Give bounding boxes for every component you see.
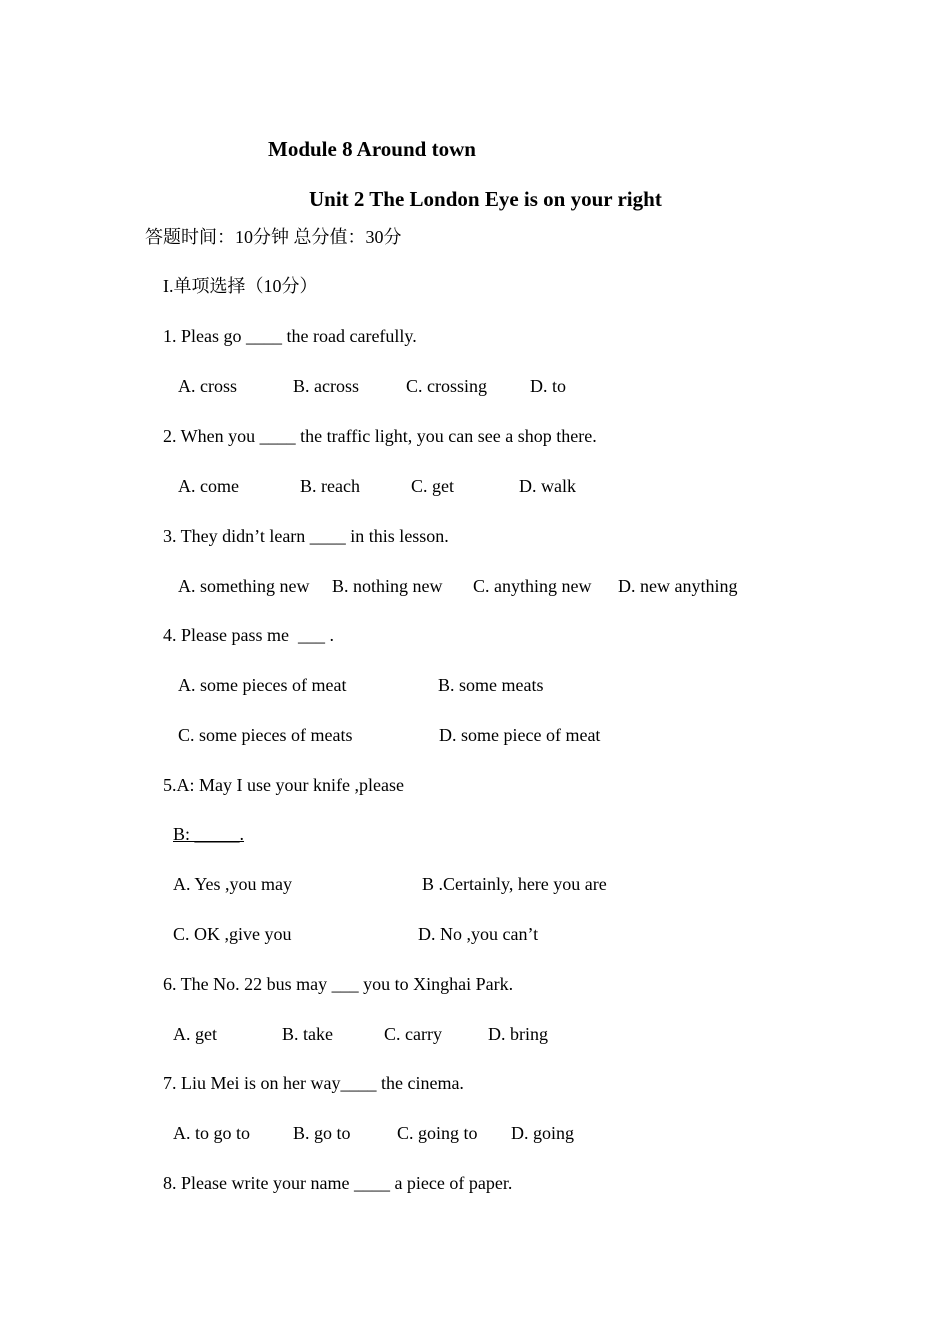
option-b: B. nothing new [332,576,443,596]
option-a: A. something new [178,576,310,596]
option-c: C. crossing [406,376,487,396]
option-c: C. carry [384,1024,442,1044]
option-d: D. new anything [618,576,738,596]
option-b: B. go to [293,1123,351,1143]
option-a: A. get [173,1024,217,1044]
option-a: A. some pieces of meat [178,675,347,695]
question-stem: 2. When you ____ the traffic light, you can see a shop there. [163,426,597,446]
option-c: C. going to [397,1123,478,1143]
option-a: A. to go to [173,1123,251,1143]
dialogue-response: B: _____. [173,824,245,844]
option-d: D. bring [488,1024,548,1044]
option-a: A. Yes ,you may [173,874,293,894]
question-stem: 5.A: May I use your knife ,please [163,775,404,795]
option-c: C. anything new [473,576,592,596]
option-a: A. cross [178,376,237,396]
question-stem: 4. Please pass me ___ . [163,625,334,645]
unit-title: Unit 2 The London Eye is on your right [309,187,662,211]
option-a: A. come [178,476,239,496]
exam-meta: 答题时间：10分钟 总分值：30分 [145,227,402,247]
question-stem: 6. The No. 22 bus may ___ you to Xinghai Park. [163,974,514,994]
option-c: C. OK ,give you [173,924,292,944]
option-c: C. some pieces of meats [178,725,353,745]
option-b: B .Certainly, here you are [422,874,607,894]
question-stem: 3. They didn’t learn ____ in this lesson. [163,526,449,546]
option-b: B. across [293,376,359,396]
option-b: B. take [282,1024,333,1044]
section-title: I.单项选择（10分） [163,276,318,296]
option-d: D. some piece of meat [439,725,601,745]
option-d: D. No ,you can’t [418,924,539,944]
option-d: D. going [511,1123,574,1143]
option-c: C. get [411,476,454,496]
option-d: D. walk [519,476,576,496]
option-b: B. some meats [438,675,544,695]
question-stem: 7. Liu Mei is on her way____ the cinema. [163,1073,464,1093]
module-title: Module 8 Around town [268,137,476,161]
question-stem: 1. Pleas go ____ the road carefully. [163,326,417,346]
question-stem: 8. Please write your name ____ a piece of paper. [163,1173,513,1193]
option-d: D. to [530,376,566,396]
option-b: B. reach [300,476,360,496]
